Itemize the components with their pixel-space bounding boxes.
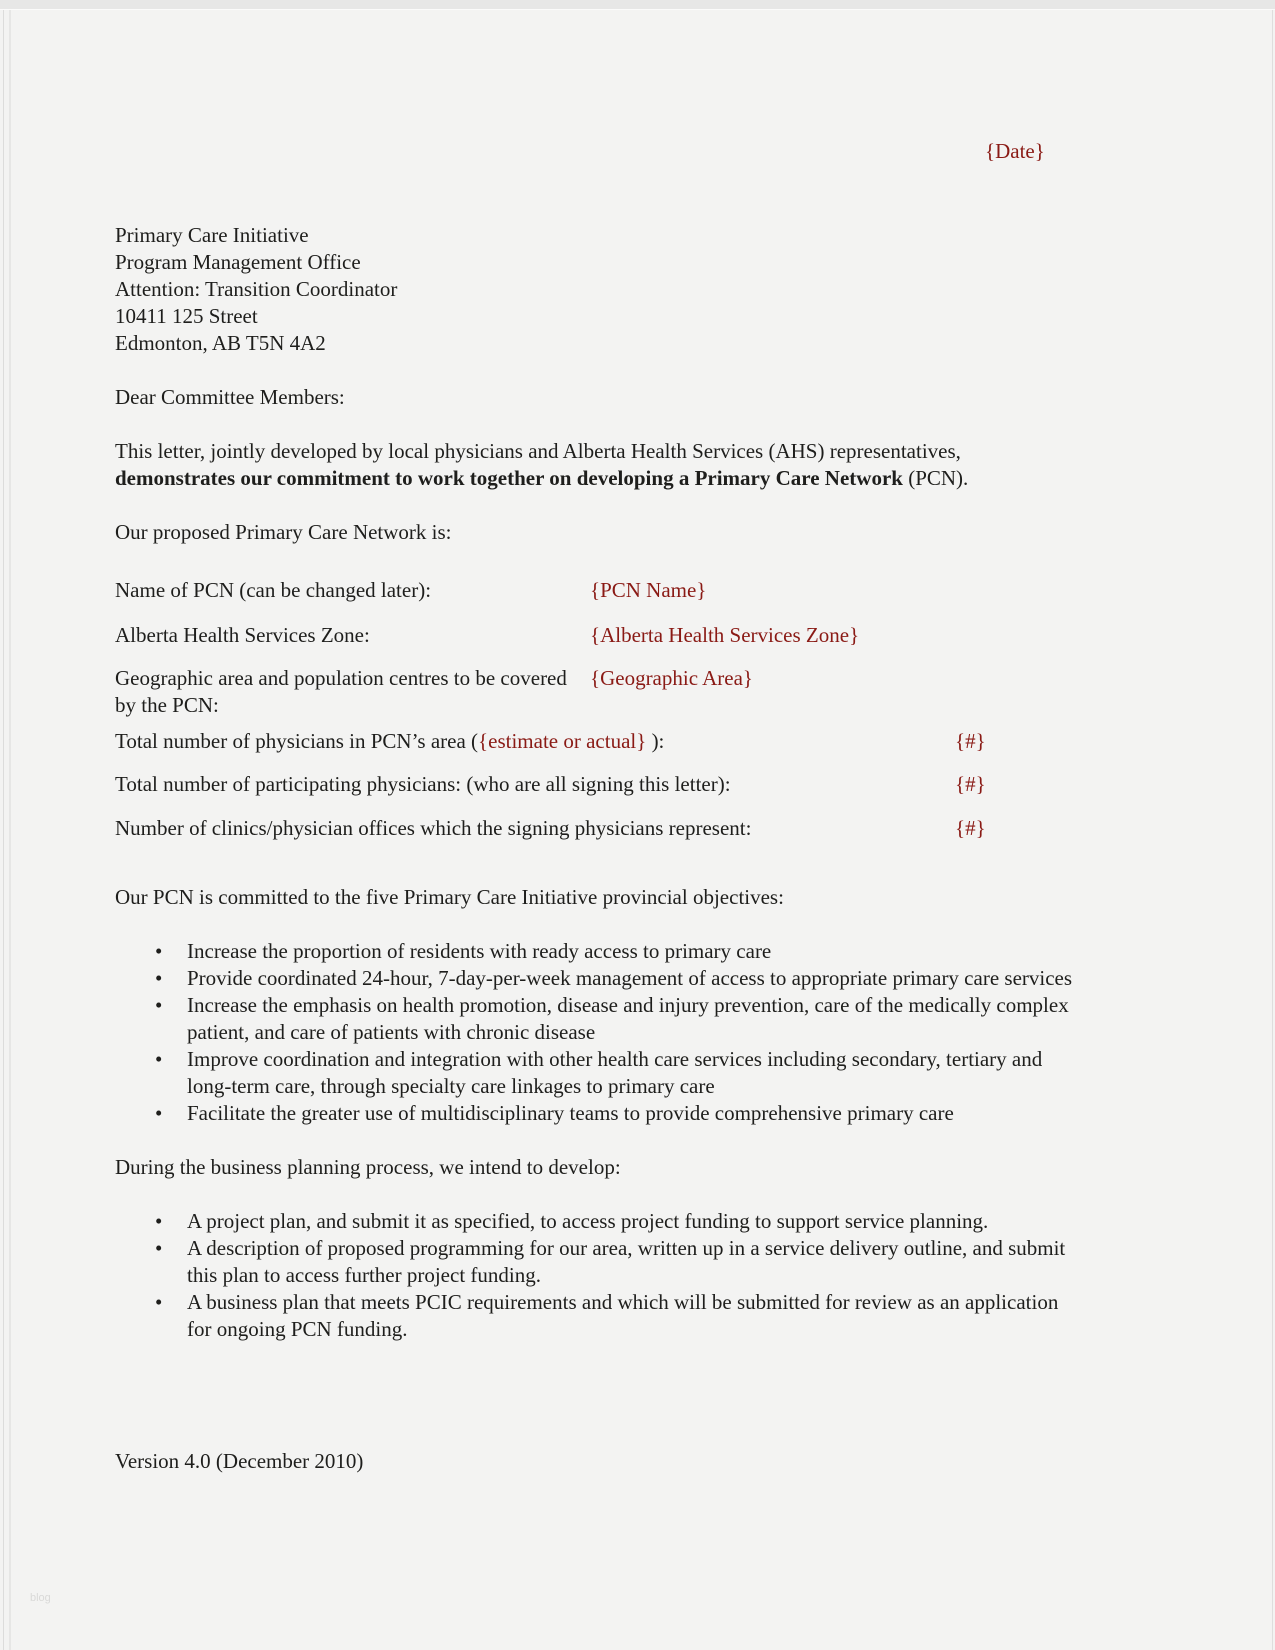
objective-item: • Improve coordination and integration with other health care services including secondary, tertiary and long-term care, through specialty care linkages to primary care	[115, 1046, 1080, 1100]
field-total-physicians	[115, 728, 1080, 755]
proposed-network-line: Our proposed Primary Care Network is:	[115, 520, 452, 544]
field-ahs-zone	[115, 622, 1080, 649]
objective-item: • Increase the emphasis on health promotion, disease and injury prevention, care of the medically complex patient, and care of patients with chronic disease	[115, 992, 1080, 1046]
intro-paragraph	[115, 438, 1080, 492]
field-geographic-area	[115, 665, 1080, 719]
number-placeholder: {#}	[955, 729, 986, 753]
planning-item: • A business plan that meets PCIC requirements and which will be submitted for review as an application for ongoing PCN funding.	[115, 1289, 1080, 1343]
planning-heading: During the business planning process, we intend to develop:	[115, 1155, 621, 1179]
page-right-edge-line	[1272, 10, 1273, 1650]
planning-item: • A description of proposed programming for our area, written up in a service delivery outline, and submit this plan to access further project funding.	[115, 1235, 1080, 1289]
intro-regular-text: This letter, jointly developed by local physicians and Alberta Health Services (AHS) representatives,	[115, 439, 961, 463]
intro-tail-text: (PCN).	[902, 466, 969, 490]
number-placeholder: {#}	[955, 772, 986, 796]
field-label: Total number of participating physicians: (who are all signing this letter):	[115, 772, 731, 796]
letter-page	[115, 0, 1080, 1475]
planning-list	[115, 1208, 1080, 1343]
intro-bold-text: demonstrates our commitment to work together on developing a Primary Care Network	[115, 466, 903, 490]
number-placeholder: {#}	[955, 816, 986, 840]
recipient-line: 10411 125 Street	[115, 304, 258, 328]
recipient-line: Program Management Office	[115, 250, 361, 274]
recipient-line: Primary Care Initiative	[115, 223, 309, 247]
field-label: Geographic area and population centres to be covered by the PCN:	[115, 666, 567, 717]
field-participating-physicians	[115, 771, 1080, 798]
geographic-area-placeholder: {Geographic Area}	[590, 666, 754, 690]
objectives-list	[115, 938, 1080, 1127]
salutation: Dear Committee Members:	[115, 385, 345, 409]
planning-item: • A project plan, and submit it as specified, to access project funding to support service planning.	[115, 1208, 1080, 1235]
field-label: Number of clinics/physician offices which the signing physicians represent:	[115, 816, 752, 840]
field-label-tail: ):	[646, 729, 665, 753]
recipient-line: Attention: Transition Coordinator	[115, 277, 398, 301]
field-clinics-count	[115, 815, 1080, 842]
objective-item: • Facilitate the greater use of multidisciplinary teams to provide comprehensive primary care	[115, 1100, 1080, 1127]
field-label: Alberta Health Services Zone:	[115, 623, 370, 647]
ahs-zone-placeholder: {Alberta Health Services Zone}	[590, 623, 860, 647]
recipient-line: Edmonton, AB T5N 4A2	[115, 331, 326, 355]
page-left-edge-line	[3, 10, 4, 1650]
objectives-heading: Our PCN is committed to the five Primary Care Initiative provincial objectives:	[115, 885, 784, 909]
page-left-edge-line-inner	[9, 10, 11, 1650]
field-pcn-name	[115, 577, 1080, 604]
pcn-name-placeholder: {PCN Name}	[590, 578, 707, 602]
estimate-actual-placeholder: {estimate or actual}	[478, 729, 647, 753]
field-label: Name of PCN (can be changed later):	[115, 578, 432, 602]
objective-item: • Provide coordinated 24-hour, 7-day-per-week management of access to appropriate primary care services	[115, 965, 1080, 992]
objective-item: • Increase the proportion of residents with ready access to primary care	[115, 938, 1080, 965]
field-label: Total number of physicians in PCN’s area (	[115, 729, 479, 753]
recipient-address-block	[115, 222, 1080, 357]
watermark-text: blog	[30, 1592, 51, 1604]
date-placeholder: {Date}	[985, 139, 1045, 163]
version-footer: Version 4.0 (December 2010)	[115, 1449, 364, 1473]
